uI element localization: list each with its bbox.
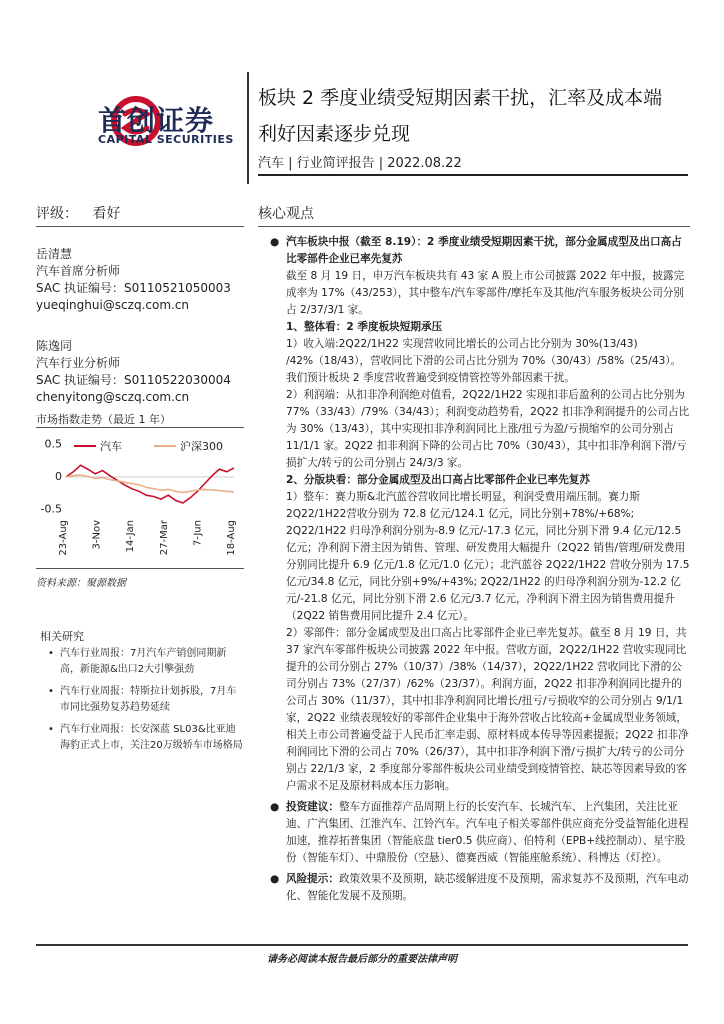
core-paragraph	[258, 234, 690, 268]
analyst-sac: SAC 执证编号：S0110521050003	[36, 281, 231, 295]
related-item[interactable]: • 汽车行业周报：长安深蓝 SL03&比亚迪海豹正式上市，关注20万级轿车市场格局	[48, 722, 244, 754]
invest-body: 整车方面推荐产品周期上行的长安汽车、长城汽车、上汽集团，关注比亚迪、广汽集团、江淮汽车、江铃汽车。汽车电子相关零部件供应商充分受益智能化进程加速，推荐拓普集团（智能底盘 tier0.5 供应商）、伯特利（EPB+线控制动）、星宇股份（智能车灯）、中鼎股份（空悬）、德赛西威（智能座舱系统）、科博达（灯控）。	[286, 801, 689, 864]
brand-name-en: CAPITAL SECURITIES	[98, 133, 234, 146]
rating	[36, 203, 244, 223]
market-index-chart	[36, 432, 244, 564]
analyst-sac: SAC 执证编号：S0110522030004	[36, 373, 231, 387]
core-title: 核心观点	[258, 206, 314, 222]
s2-b: 2）零部件：部分金属成型及出口高占比零部件企业已率先复苏。截至 8 月 19 日，共 37 家汽车零部件板块公司披露 2022 年中报。营收方面，2Q22/1H22 营收实现同比提升的公司分别占 27%（10/37）/38%（14/37），2Q22/1H22 营收同比下滑的公司分别占 73%（27/37）/62%（23/37）。利润方面，2Q22 扣非净利润同比提升的公司占 30%（11/37），其中扣非净利润同比增长/扭亏/亏损收窄的公司分别占 9/1/1 家，2Q22 业绩表现较好的零部件企业集中于海外营收占比较高+金属成型业务领域，相关上市公司普遍受益于人民币汇率走弱、原材料成本传导等因素提振；2Q22 扣非净利润同比下滑的公司占 70%（26/37），其中扣非净利润下滑/亏损扩大/转亏的公司分别占 22/1/3 家，2 季度部分零部件板块公司业绩受到疫情管控、缺芯等因素导致的客户需求不足及原材料成本压力影响。	[286, 627, 689, 792]
legend-label: 汽车	[100, 440, 122, 453]
invest-head: 投资建议：	[286, 801, 339, 813]
brand-name-cn: 首创证券	[98, 104, 215, 137]
s1-title: 1、整体看：2 季度板块短期承压	[286, 321, 443, 333]
p1-head: 汽车板块中报（截至 8.19）：2 季度业绩受短期因素干扰，部分金属成型及出口高占比零部件企业已率先复苏	[286, 236, 682, 265]
core-rule	[258, 226, 690, 227]
rating-label: 评级：	[36, 206, 78, 222]
s1-b: 2）利润端：从扣非净利润绝对值看，2Q22/1H22 实现扣非后盈利的公司占比分别为 77%（33/43）/79%（34/43）；利润变动趋势看，2Q22 扣非净利润提升的公司占比为 30%（13/43），其中实现扣非净利润同比上涨/扭亏为盈/亏损缩窄的公司分别占 11/1/1 家。2Q22 扣非利润下降的公司占比 70%（30/43），其中扣非净利润下滑/亏损扩大/转亏的公司分别占 24/3/3 家。	[286, 389, 690, 469]
p1-body: 截至 8 月 19 日，申万汽车板块共有 43 家 A 股上市公司披露 2022 年中报，披露完成率为 17%（43/253），其中整车/汽车零部件/摩托车及其他/汽车服务板块公司分别占 2/37/3/1 家。	[286, 270, 685, 316]
risk-paragraph	[258, 871, 690, 905]
report-subline: 汽车 | 行业简评报告 | 2022.08.22	[258, 156, 462, 171]
analyst-name: 陈逸同	[36, 339, 73, 353]
rating-value: 看好	[92, 206, 121, 222]
analyst-name: 岳清慧	[36, 247, 73, 261]
s2-a: 1）整车：赛力斯&北汽蓝谷营收同比增长明显，利润受费用端压制。赛力斯2Q22/1H22营收分别为 72.8 亿元/124.1 亿元，同比分别+78%/+68%; 2Q22/1H22 归母净利润分别为-8.9 亿元/-17.3 亿元，同比分别下滑 9.4 亿元/12.5 亿元；净利润下滑主因为销售、管理、研发费用大幅提升（2Q22 销售/管理/研发费用分别同比提升 6.9 亿元/1.8 亿元/1.0 亿元）；北汽蓝谷 2Q22/1H22 营收分别为 17.5 亿元/34.8 亿元，同比分别+9%/+43%; 2Q22/1H22 的归母净利润分别为-12.2 亿元/-21.8 亿元，同比分别下滑 2.6 亿元/3.7 亿元，净利润下滑主因为销售费用提升（2Q22 销售费用同比提升 2.4 亿元）。	[286, 491, 690, 622]
chart-title-rule	[36, 427, 244, 428]
bullet-icon: ●	[270, 801, 280, 813]
related-item[interactable]: • 汽车行业周报：特斯拉计划拆股，7月车市同比强势复苏趋势延续	[48, 684, 244, 716]
y-tick-label: -0.5	[40, 502, 62, 516]
related-item[interactable]: • 汽车行业周报：7月汽车产销创同期新高，新能源&出口2大引擎强劲	[48, 646, 244, 678]
header-rule	[258, 174, 688, 176]
x-tick-label: 18-Aug	[226, 520, 237, 556]
rating-rule	[36, 226, 244, 227]
risk-body: 政策效果不及预期，缺芯缓解进度不及预期，需求复苏不及预期，汽车电动化、智能化发展不及预期。	[286, 873, 689, 902]
report-title-line2: 利好因素逐步兑现	[258, 123, 411, 145]
legal-notice[interactable]: 请务必阅读本报告最后部分的重要法律声明	[267, 954, 457, 965]
header-divider	[247, 72, 249, 184]
chart-title: 市场指数走势（最近 1 年）	[36, 413, 171, 426]
legend-label: 沪深300	[180, 440, 223, 453]
chart-bottom-rule	[36, 568, 244, 569]
x-tick-label: 23-Aug	[58, 520, 69, 556]
s2-title: 2、分版块看：部分金属成型及出口高占比零部件企业已率先复苏	[286, 474, 590, 486]
core-body	[258, 234, 690, 905]
series-line-csi300	[66, 475, 234, 493]
footer-rule	[36, 944, 688, 946]
chart-source: 资料来源：聚源数据	[36, 578, 126, 589]
analyst-title: 汽车首席分析师	[36, 264, 121, 278]
x-tick-label: 14-Jan	[125, 520, 137, 553]
analyst-title: 汽车行业分析师	[36, 356, 121, 370]
report-title	[258, 80, 698, 152]
invest-paragraph	[258, 799, 690, 867]
analyst-email[interactable]: yueqinghui@sczq.com.cn	[36, 298, 190, 312]
analyst-card	[36, 246, 244, 314]
bullet-icon: ●	[270, 236, 280, 248]
series-line-auto	[66, 465, 234, 503]
report-title-line1: 板块 2 季度业绩受短期因素干扰，汇率及成本端	[258, 87, 663, 109]
analyst-card	[36, 338, 244, 406]
y-tick-label: 0	[55, 470, 62, 483]
x-tick-label: 3-Nov	[91, 520, 103, 550]
x-tick-label: 27-Mar	[158, 520, 170, 556]
bullet-icon: ●	[270, 873, 280, 885]
x-tick-label: 7-Jun	[192, 520, 204, 547]
risk-head: 风险提示：	[286, 873, 339, 885]
y-tick-label: 0.5	[44, 437, 62, 451]
related-title: 相关研究	[40, 630, 84, 643]
related-list	[48, 646, 244, 760]
analyst-email[interactable]: chenyitong@sczq.com.cn	[36, 390, 190, 404]
s1-a: 1）收入端:2Q22/1H22 实现营收同比增长的公司占比分别为 30%(13/43) /42%（18/43），营收同比下滑的公司占比分别为 70%（30/43）/58%（25/43）。我们预计板块 2 季度营收普遍受到疫情管控等外部因素干扰。	[286, 338, 682, 384]
